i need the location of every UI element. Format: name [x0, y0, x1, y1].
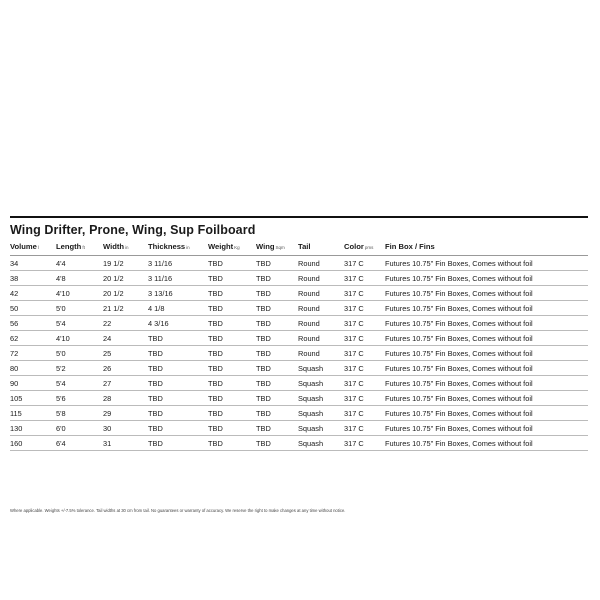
table-row: [10, 391, 588, 406]
table-cell: 317 C: [344, 271, 385, 286]
table-cell: TBD: [256, 406, 298, 421]
table-cell: TBD: [148, 361, 208, 376]
table-cell: TBD: [256, 316, 298, 331]
column-header-label: Volume: [10, 242, 37, 251]
spec-sheet: [10, 216, 588, 451]
table-cell: TBD: [256, 331, 298, 346]
column-header-unit: l: [37, 245, 39, 250]
column-header-unit: in: [125, 245, 129, 250]
table-cell: Futures 10.75" Fin Boxes, Comes without foil: [385, 271, 588, 286]
table-cell: 4 3/16: [148, 316, 208, 331]
table-cell: 25: [103, 346, 148, 361]
table-cell: Round: [298, 346, 344, 361]
table-cell: 5'0: [56, 346, 103, 361]
table-cell: 5'2: [56, 361, 103, 376]
spec-table: [10, 240, 588, 451]
column-header-unit: pms: [364, 245, 374, 250]
table-cell: TBD: [256, 271, 298, 286]
table-cell: 21 1/2: [103, 301, 148, 316]
table-cell: 5'8: [56, 406, 103, 421]
table-row: [10, 301, 588, 316]
column-header: [385, 240, 588, 256]
table-cell: TBD: [148, 331, 208, 346]
table-row: [10, 361, 588, 376]
table-cell: 4'10: [56, 286, 103, 301]
table-cell: 56: [10, 316, 56, 331]
column-header-label: Wing: [256, 242, 275, 251]
table-cell: 5'4: [56, 376, 103, 391]
table-cell: TBD: [148, 376, 208, 391]
table-cell: Round: [298, 301, 344, 316]
table-cell: 317 C: [344, 391, 385, 406]
table-cell: Futures 10.75" Fin Boxes, Comes without foil: [385, 376, 588, 391]
table-cell: 317 C: [344, 421, 385, 436]
column-header: [148, 240, 208, 256]
table-cell: TBD: [208, 271, 256, 286]
table-cell: 160: [10, 436, 56, 451]
table-cell: Round: [298, 271, 344, 286]
table-cell: 90: [10, 376, 56, 391]
table-cell: TBD: [148, 346, 208, 361]
table-cell: 3 11/16: [148, 256, 208, 271]
table-cell: Squash: [298, 436, 344, 451]
table-cell: TBD: [256, 421, 298, 436]
table-row: [10, 271, 588, 286]
table-cell: 29: [103, 406, 148, 421]
table-cell: TBD: [256, 376, 298, 391]
column-header: [344, 240, 385, 256]
table-cell: 317 C: [344, 331, 385, 346]
table-cell: 5'0: [56, 301, 103, 316]
table-cell: Squash: [298, 421, 344, 436]
table-cell: 5'6: [56, 391, 103, 406]
table-cell: Round: [298, 316, 344, 331]
table-row: [10, 286, 588, 301]
table-cell: 50: [10, 301, 56, 316]
table-cell: 6'4: [56, 436, 103, 451]
table-header-row: [10, 240, 588, 256]
column-header: [298, 240, 344, 256]
table-cell: 317 C: [344, 436, 385, 451]
table-cell: Futures 10.75" Fin Boxes, Comes without foil: [385, 286, 588, 301]
table-cell: 80: [10, 361, 56, 376]
table-cell: 20 1/2: [103, 271, 148, 286]
table-cell: 3 13/16: [148, 286, 208, 301]
table-cell: 26: [103, 361, 148, 376]
table-cell: 4'4: [56, 256, 103, 271]
table-cell: TBD: [208, 391, 256, 406]
table-cell: TBD: [256, 361, 298, 376]
table-cell: 31: [103, 436, 148, 451]
column-header: [56, 240, 103, 256]
column-header-label: Thickness: [148, 242, 186, 251]
table-cell: Round: [298, 331, 344, 346]
table-cell: TBD: [208, 346, 256, 361]
table-cell: TBD: [208, 256, 256, 271]
table-cell: 317 C: [344, 376, 385, 391]
table-cell: TBD: [208, 421, 256, 436]
table-cell: Futures 10.75" Fin Boxes, Comes without foil: [385, 421, 588, 436]
table-cell: 72: [10, 346, 56, 361]
table-cell: 115: [10, 406, 56, 421]
table-cell: 4'8: [56, 271, 103, 286]
table-cell: TBD: [208, 406, 256, 421]
table-cell: 105: [10, 391, 56, 406]
table-cell: TBD: [208, 286, 256, 301]
table-cell: TBD: [208, 316, 256, 331]
column-header: [256, 240, 298, 256]
column-header-unit: Kg: [234, 245, 240, 250]
table-row: [10, 376, 588, 391]
table-cell: TBD: [208, 331, 256, 346]
table-cell: TBD: [208, 361, 256, 376]
table-cell: TBD: [256, 286, 298, 301]
table-title: Wing Drifter, Prone, Wing, Sup Foilboard: [10, 223, 256, 237]
table-cell: Round: [298, 256, 344, 271]
table-row: [10, 436, 588, 451]
table-cell: Futures 10.75" Fin Boxes, Comes without foil: [385, 361, 588, 376]
table-row: [10, 346, 588, 361]
column-header: [10, 240, 56, 256]
table-cell: Squash: [298, 391, 344, 406]
table-cell: TBD: [256, 436, 298, 451]
table-row: [10, 331, 588, 346]
table-cell: Futures 10.75" Fin Boxes, Comes without foil: [385, 406, 588, 421]
table-cell: TBD: [148, 391, 208, 406]
table-cell: Futures 10.75" Fin Boxes, Comes without foil: [385, 436, 588, 451]
column-header-label: Length: [56, 242, 82, 251]
table-cell: TBD: [148, 436, 208, 451]
table-cell: TBD: [208, 301, 256, 316]
column-header: [103, 240, 148, 256]
table-cell: TBD: [256, 301, 298, 316]
column-header-label: Width: [103, 242, 125, 251]
table-cell: 317 C: [344, 256, 385, 271]
table-cell: 30: [103, 421, 148, 436]
table-cell: 317 C: [344, 316, 385, 331]
table-cell: 317 C: [344, 301, 385, 316]
table-cell: 62: [10, 331, 56, 346]
table-cell: Futures 10.75" Fin Boxes, Comes without foil: [385, 391, 588, 406]
table-cell: 317 C: [344, 406, 385, 421]
table-cell: 42: [10, 286, 56, 301]
table-cell: 6'0: [56, 421, 103, 436]
table-row: [10, 421, 588, 436]
table-cell: 19 1/2: [103, 256, 148, 271]
table-cell: 28: [103, 391, 148, 406]
table-cell: 34: [10, 256, 56, 271]
table-cell: Futures 10.75" Fin Boxes, Comes without foil: [385, 301, 588, 316]
table-cell: Squash: [298, 376, 344, 391]
table-cell: 5'4: [56, 316, 103, 331]
column-header: [208, 240, 256, 256]
table-cell: TBD: [148, 406, 208, 421]
table-cell: TBD: [208, 376, 256, 391]
table-cell: TBD: [256, 391, 298, 406]
table-cell: 20 1/2: [103, 286, 148, 301]
table-cell: Futures 10.75" Fin Boxes, Comes without foil: [385, 256, 588, 271]
column-header-unit: in: [186, 245, 190, 250]
table-cell: 38: [10, 271, 56, 286]
table-row: [10, 256, 588, 271]
column-header-label: Fin Box / Fins: [385, 242, 435, 251]
column-header-unit: Sqm: [275, 245, 285, 250]
table-cell: 27: [103, 376, 148, 391]
table-cell: 4 1/8: [148, 301, 208, 316]
table-cell: Futures 10.75" Fin Boxes, Comes without foil: [385, 316, 588, 331]
table-cell: 22: [103, 316, 148, 331]
table-cell: TBD: [256, 256, 298, 271]
column-header-label: Color: [344, 242, 364, 251]
table-cell: 317 C: [344, 286, 385, 301]
table-body: [10, 256, 588, 451]
table-cell: Round: [298, 286, 344, 301]
table-cell: TBD: [208, 436, 256, 451]
footnote: Where applicable. Weights +/-7.5% tolerance. Tail widths at 30 cm from tail. No guarantees or warranty of accuracy. We reserve the right to make changes at any time without notice.: [10, 508, 346, 513]
table-cell: 317 C: [344, 346, 385, 361]
table-cell: 317 C: [344, 361, 385, 376]
table-cell: TBD: [148, 421, 208, 436]
table-cell: 4'10: [56, 331, 103, 346]
column-header-unit: ft: [82, 245, 85, 250]
top-rule: [10, 216, 588, 218]
table-cell: Futures 10.75" Fin Boxes, Comes without foil: [385, 346, 588, 361]
column-header-label: Weight: [208, 242, 234, 251]
table-cell: 130: [10, 421, 56, 436]
table-cell: 24: [103, 331, 148, 346]
table-cell: Squash: [298, 361, 344, 376]
table-row: [10, 316, 588, 331]
table-row: [10, 406, 588, 421]
table-cell: Squash: [298, 406, 344, 421]
column-header-label: Tail: [298, 242, 311, 251]
table-cell: TBD: [256, 346, 298, 361]
table-cell: 3 11/16: [148, 271, 208, 286]
table-cell: Futures 10.75" Fin Boxes, Comes without foil: [385, 331, 588, 346]
